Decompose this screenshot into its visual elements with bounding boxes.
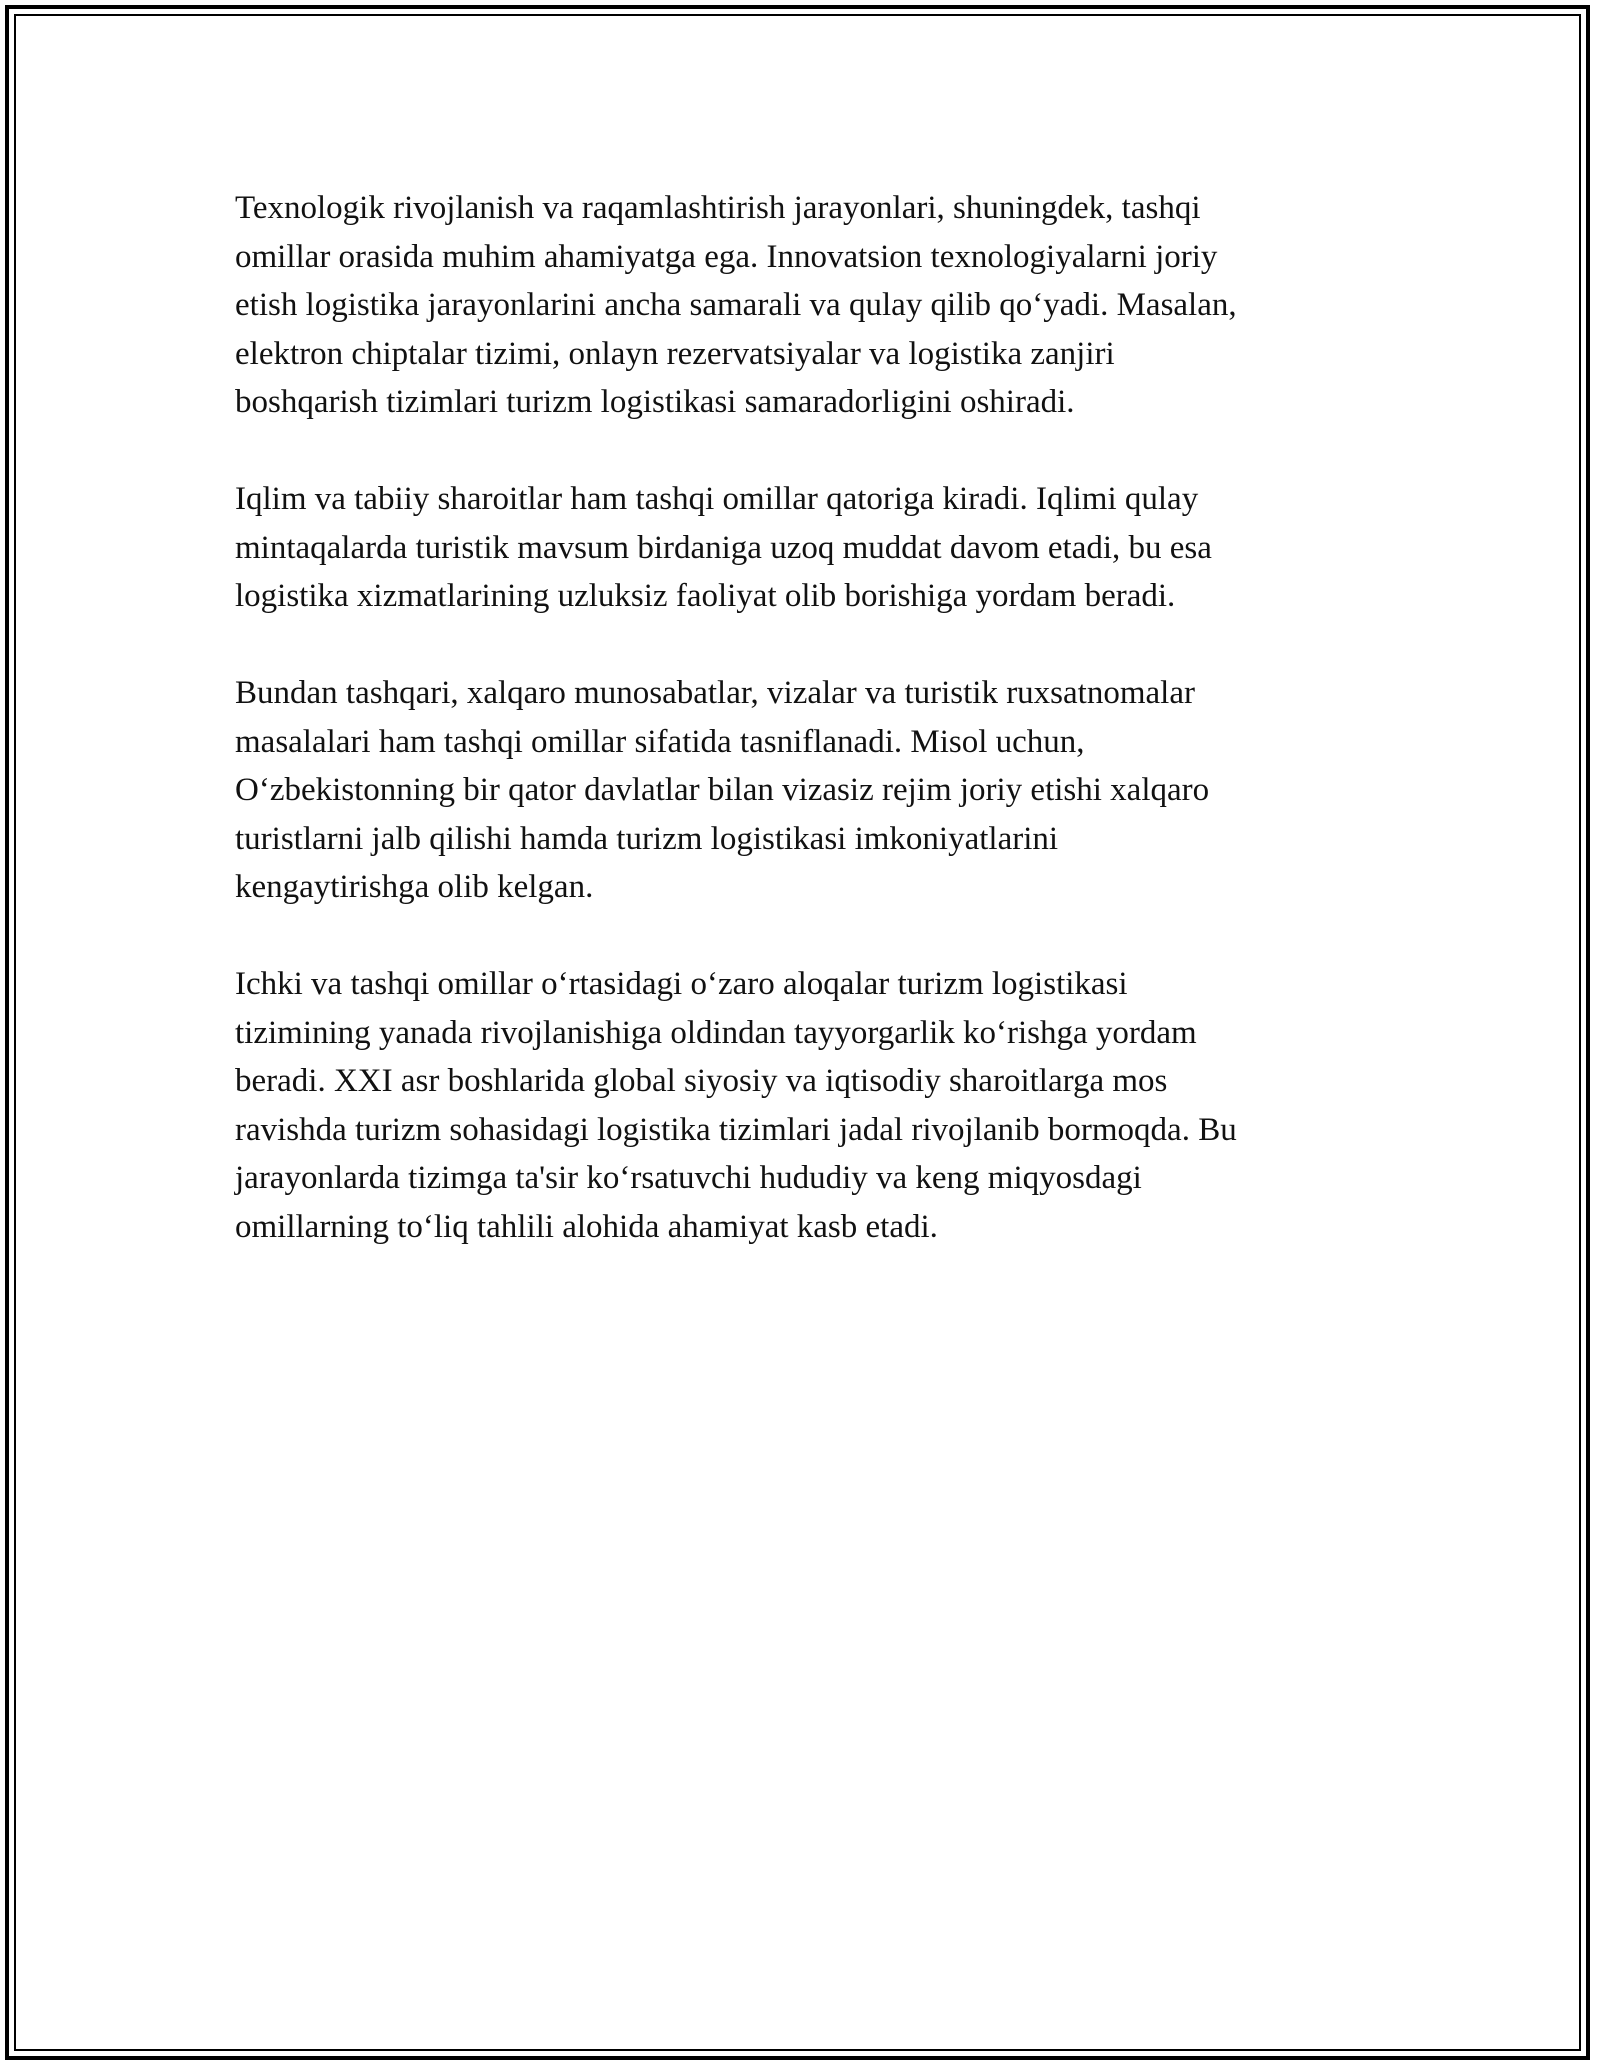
paragraph-international-relations: Bundan tashqari, xalqaro munosabatlar, vizalar va turistik ruxsatnomalar masalalari ham tashqi omillar sifatida tasniflanadi. Misol uchun, O‘zbekistonning bir qator davlatlar bilan vizasiz rejim joriy etishi xalqaro turistlarni jalb qilishi hamda turizm logistikasi imkoniyatlarini kengaytirishga olib kelgan. — [235, 675, 1210, 905]
document-body — [235, 184, 1375, 1251]
paragraph-interrelations: Ichki va tashqi omillar o‘rtasidagi o‘zaro aloqalar turizm logistikasi tizimining yanada rivojlanishiga oldindan tayyorgarlik ko‘rishga yordam beradi. XXI asr boshlarida global siyosiy va iqtisodiy sharoitlarga mos ravishda turizm sohasidagi logistika tizimlari jadal rivojlanib bormoqda. Bu jarayonlarda tizimga ta'sir ko‘rsatuvchi hududiy va keng miqyosdagi omillarning to‘liq tahlili alohida ahamiyat kasb etadi. — [235, 966, 1237, 1245]
paragraph-climate: Iqlim va tabiiy sharoitlar ham tashqi omillar qatoriga kiradi. Iqlimi qulay mintaqalarda turistik mavsum birdaniga uzoq muddat davom etadi, bu esa logistika xizmatlarining uzluksiz faoliyat olib borishiga yordam beradi. — [235, 481, 1212, 614]
paragraph-technology: Texnologik rivojlanish va raqamlashtirish jarayonlari, shuningdek, tashqi omillar orasida muhim ahamiyatga ega. Innovatsion texnologiyalarni joriy etish logistika jarayonlarini ancha samarali va qulay qilib qo‘yadi. Masalan, elektron chiptalar tizimi, onlayn rezervatsiyalar va logistika zanjiri boshqarish tizimlari turizm logistikasi samaradorligini oshiradi. — [235, 190, 1237, 420]
